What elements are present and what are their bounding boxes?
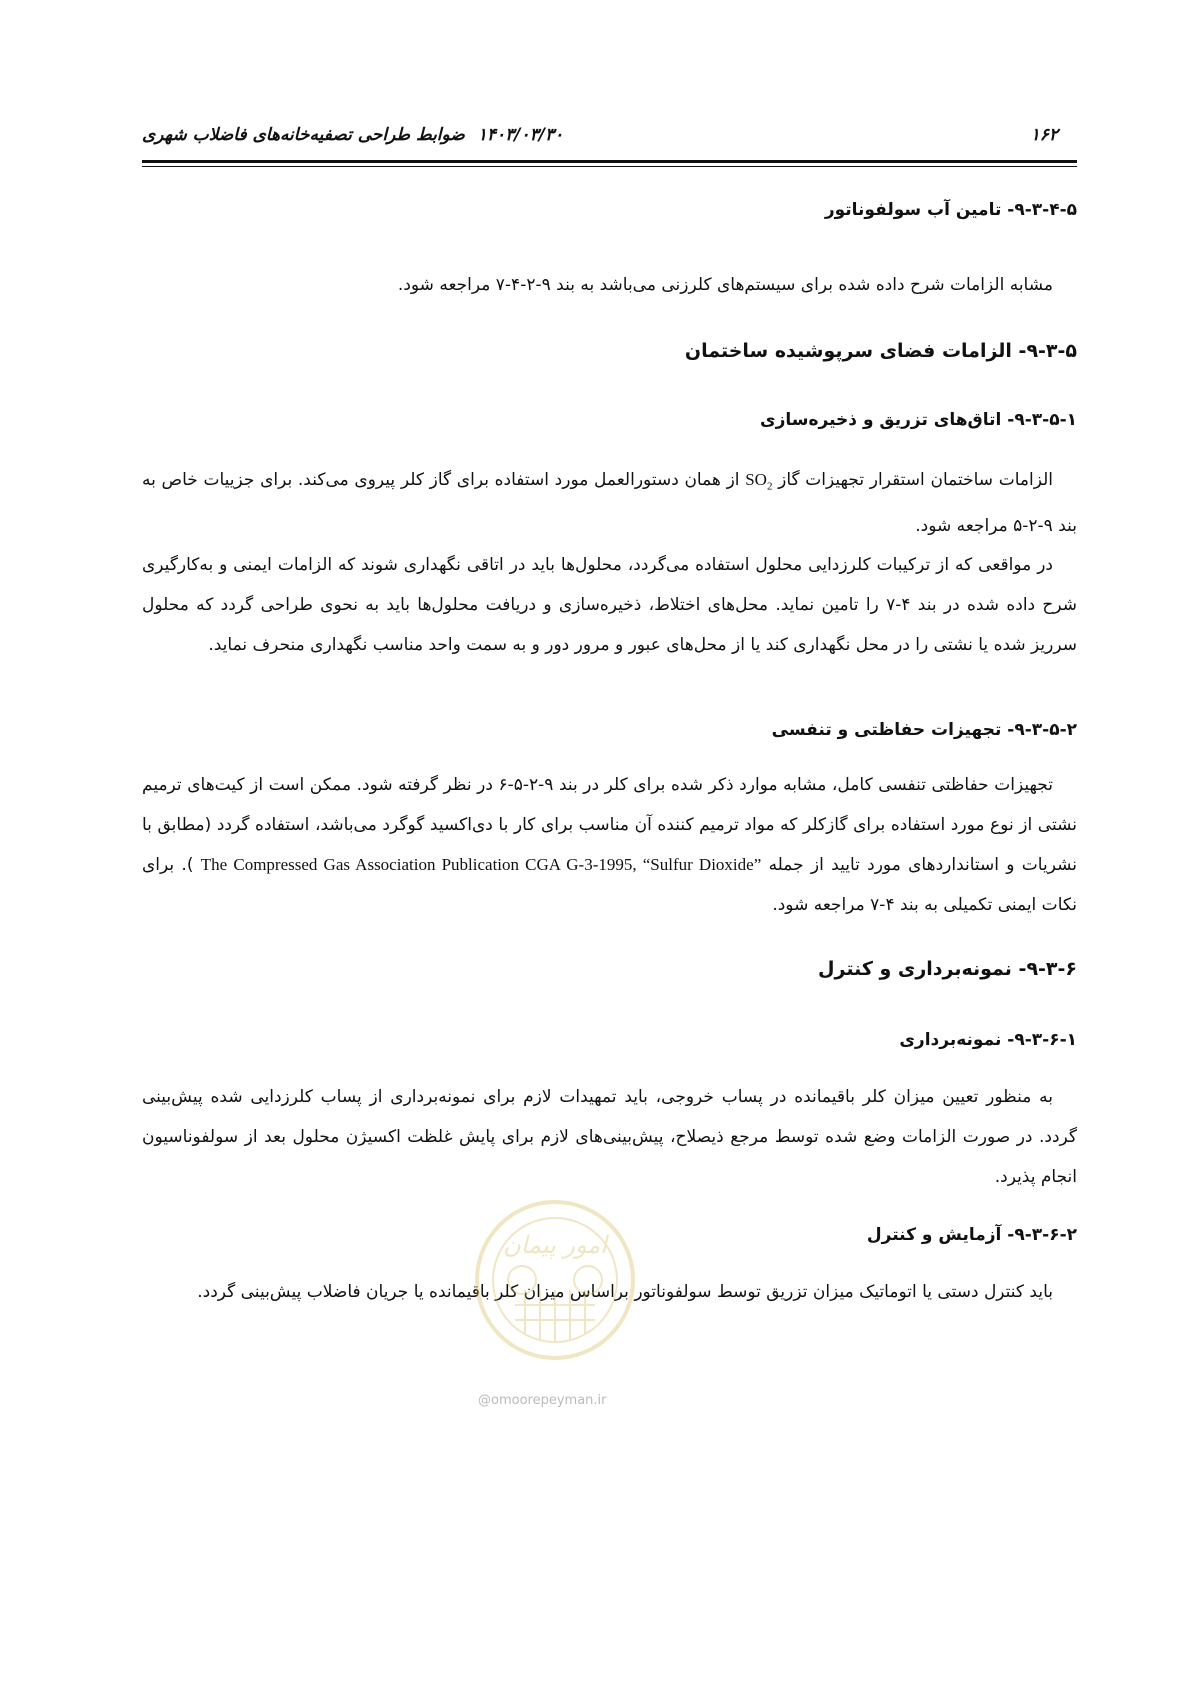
watermark-url: @omoorepeyman.ir xyxy=(478,1393,607,1408)
chemical-formula: $SO_2$ xyxy=(745,470,773,493)
section-body-9-3-6-1 xyxy=(142,1077,1077,1197)
header-date: ۱۴۰۳/۰۳/۳۰ xyxy=(477,125,564,145)
paragraph: مشابه الزامات شرح داده شده برای سیستم‌های کلرزنی می‌باشد به بند ۹-۲-۴-۷ مراجعه شود. xyxy=(397,275,1053,295)
reference-citation: The Compressed Gas Association Publication CGA G-3-1995, “Sulfur Dioxide” xyxy=(200,855,762,874)
paragraph-text: الزامات ساختمان استقرار تجهیزات گاز xyxy=(778,470,1053,490)
header-rule-thick xyxy=(142,160,1077,163)
section-body-9-3-5-1-b xyxy=(142,545,1077,665)
page-number: ۱۶۲ xyxy=(1030,125,1058,145)
section-heading-9-3-6: ۹-۳-۶- نمونه‌برداری و کنترل xyxy=(818,958,1077,980)
paragraph-text: تجهیزات حفاظتی تنفسی کامل، مشابه موارد ذکر شده برای کلر در بند ۹-۲-۵-۶ در نظر گرفته شود. ممکن است از کیت‌های ترمیم نشتی از نوع مورد استفاده برای گازکلر که مواد ترمیم کننده آن مناسب برای کار با دی‌اکسید گوگرد می‌باشد، استفاده گردد (مطابق با نشریات و استانداردهای مورد تایید از جمله xyxy=(142,775,1077,875)
section-body-9-3-5-2 xyxy=(142,765,1077,925)
paragraph-text: از همان دستورالعمل مورد استفاده برای گاز کلر پیروی می‌کند. برای جزییات خاص به بند ۹-۲-۵ مراجعه شود. xyxy=(142,470,1077,537)
section-body-9-3-5-1-a xyxy=(142,460,1077,546)
svg-text:امور پیمان: امور پیمان xyxy=(503,1231,607,1259)
section-heading-9-3-6-2: ۹-۳-۶-۲- آزمایش و کنترل xyxy=(866,1225,1077,1245)
watermark-logo-icon xyxy=(470,1195,640,1380)
paragraph: به منظور تعیین میزان کلر باقیمانده در پساب خروجی، باید تمهیدات لازم برای نمونه‌برداری از پساب کلرزدایی شده پیش‌بینی گردد. در صورت الزامات وضع شده توسط مرجع ذیصلاح، پیش‌بینی‌های لازم برای پایش غلظت اکسیژن محلول بعد از سولفوناسیون انجام پذیرد. xyxy=(142,1087,1077,1187)
header-title: ضوابط طراحی تصفیه‌خانه‌های فاضلاب شهری xyxy=(142,125,465,145)
paragraph: باید کنترل دستی یا اتوماتیک میزان تزریق توسط سولفوناتور براساس میزان کلر باقیمانده یا جریان فاضلاب پیش‌بینی گردد. xyxy=(197,1282,1053,1302)
section-heading-9-3-6-1: ۹-۳-۶-۱- نمونه‌برداری xyxy=(899,1030,1077,1050)
section-heading-9-3-4-5: ۹-۳-۴-۵- تامین آب سولفوناتور xyxy=(824,200,1077,220)
paragraph xyxy=(142,460,1077,546)
header-rule-thin xyxy=(142,166,1077,167)
section-heading-9-3-5-1: ۹-۳-۵-۱- اتاق‌های تزریق و ذخیره‌سازی xyxy=(760,410,1077,430)
paragraph xyxy=(142,765,1077,925)
paragraph-text: ). برای نکات ایمنی تکمیلی به بند ۴-۷ مراجعه شود. xyxy=(142,855,1077,915)
section-heading-9-3-5: ۹-۳-۵- الزامات فضای سرپوشیده ساختمان xyxy=(684,340,1077,362)
section-body-9-3-4-5 xyxy=(142,265,1077,305)
section-heading-9-3-5-2: ۹-۳-۵-۲- تجهیزات حفاظتی و تنفسی xyxy=(771,720,1077,740)
paragraph: در مواقعی که از ترکیبات کلرزدایی محلول استفاده می‌گردد، محلول‌ها باید در اتاقی نگهداری شوند که الزامات ایمنی و به‌کارگیری شرح داده شده در بند ۴-۷ را تامین نماید. محل‌های اختلاط، ذخیره‌سازی و دریافت محلول‌ها باید به نحوی طراحی گردد که محلول سرریز شده یا نشتی را در محل نگهداری کند یا از محل‌های عبور و مرور دور و به سمت واحد مناسب نگهداری منحرف نماید. xyxy=(142,555,1078,655)
